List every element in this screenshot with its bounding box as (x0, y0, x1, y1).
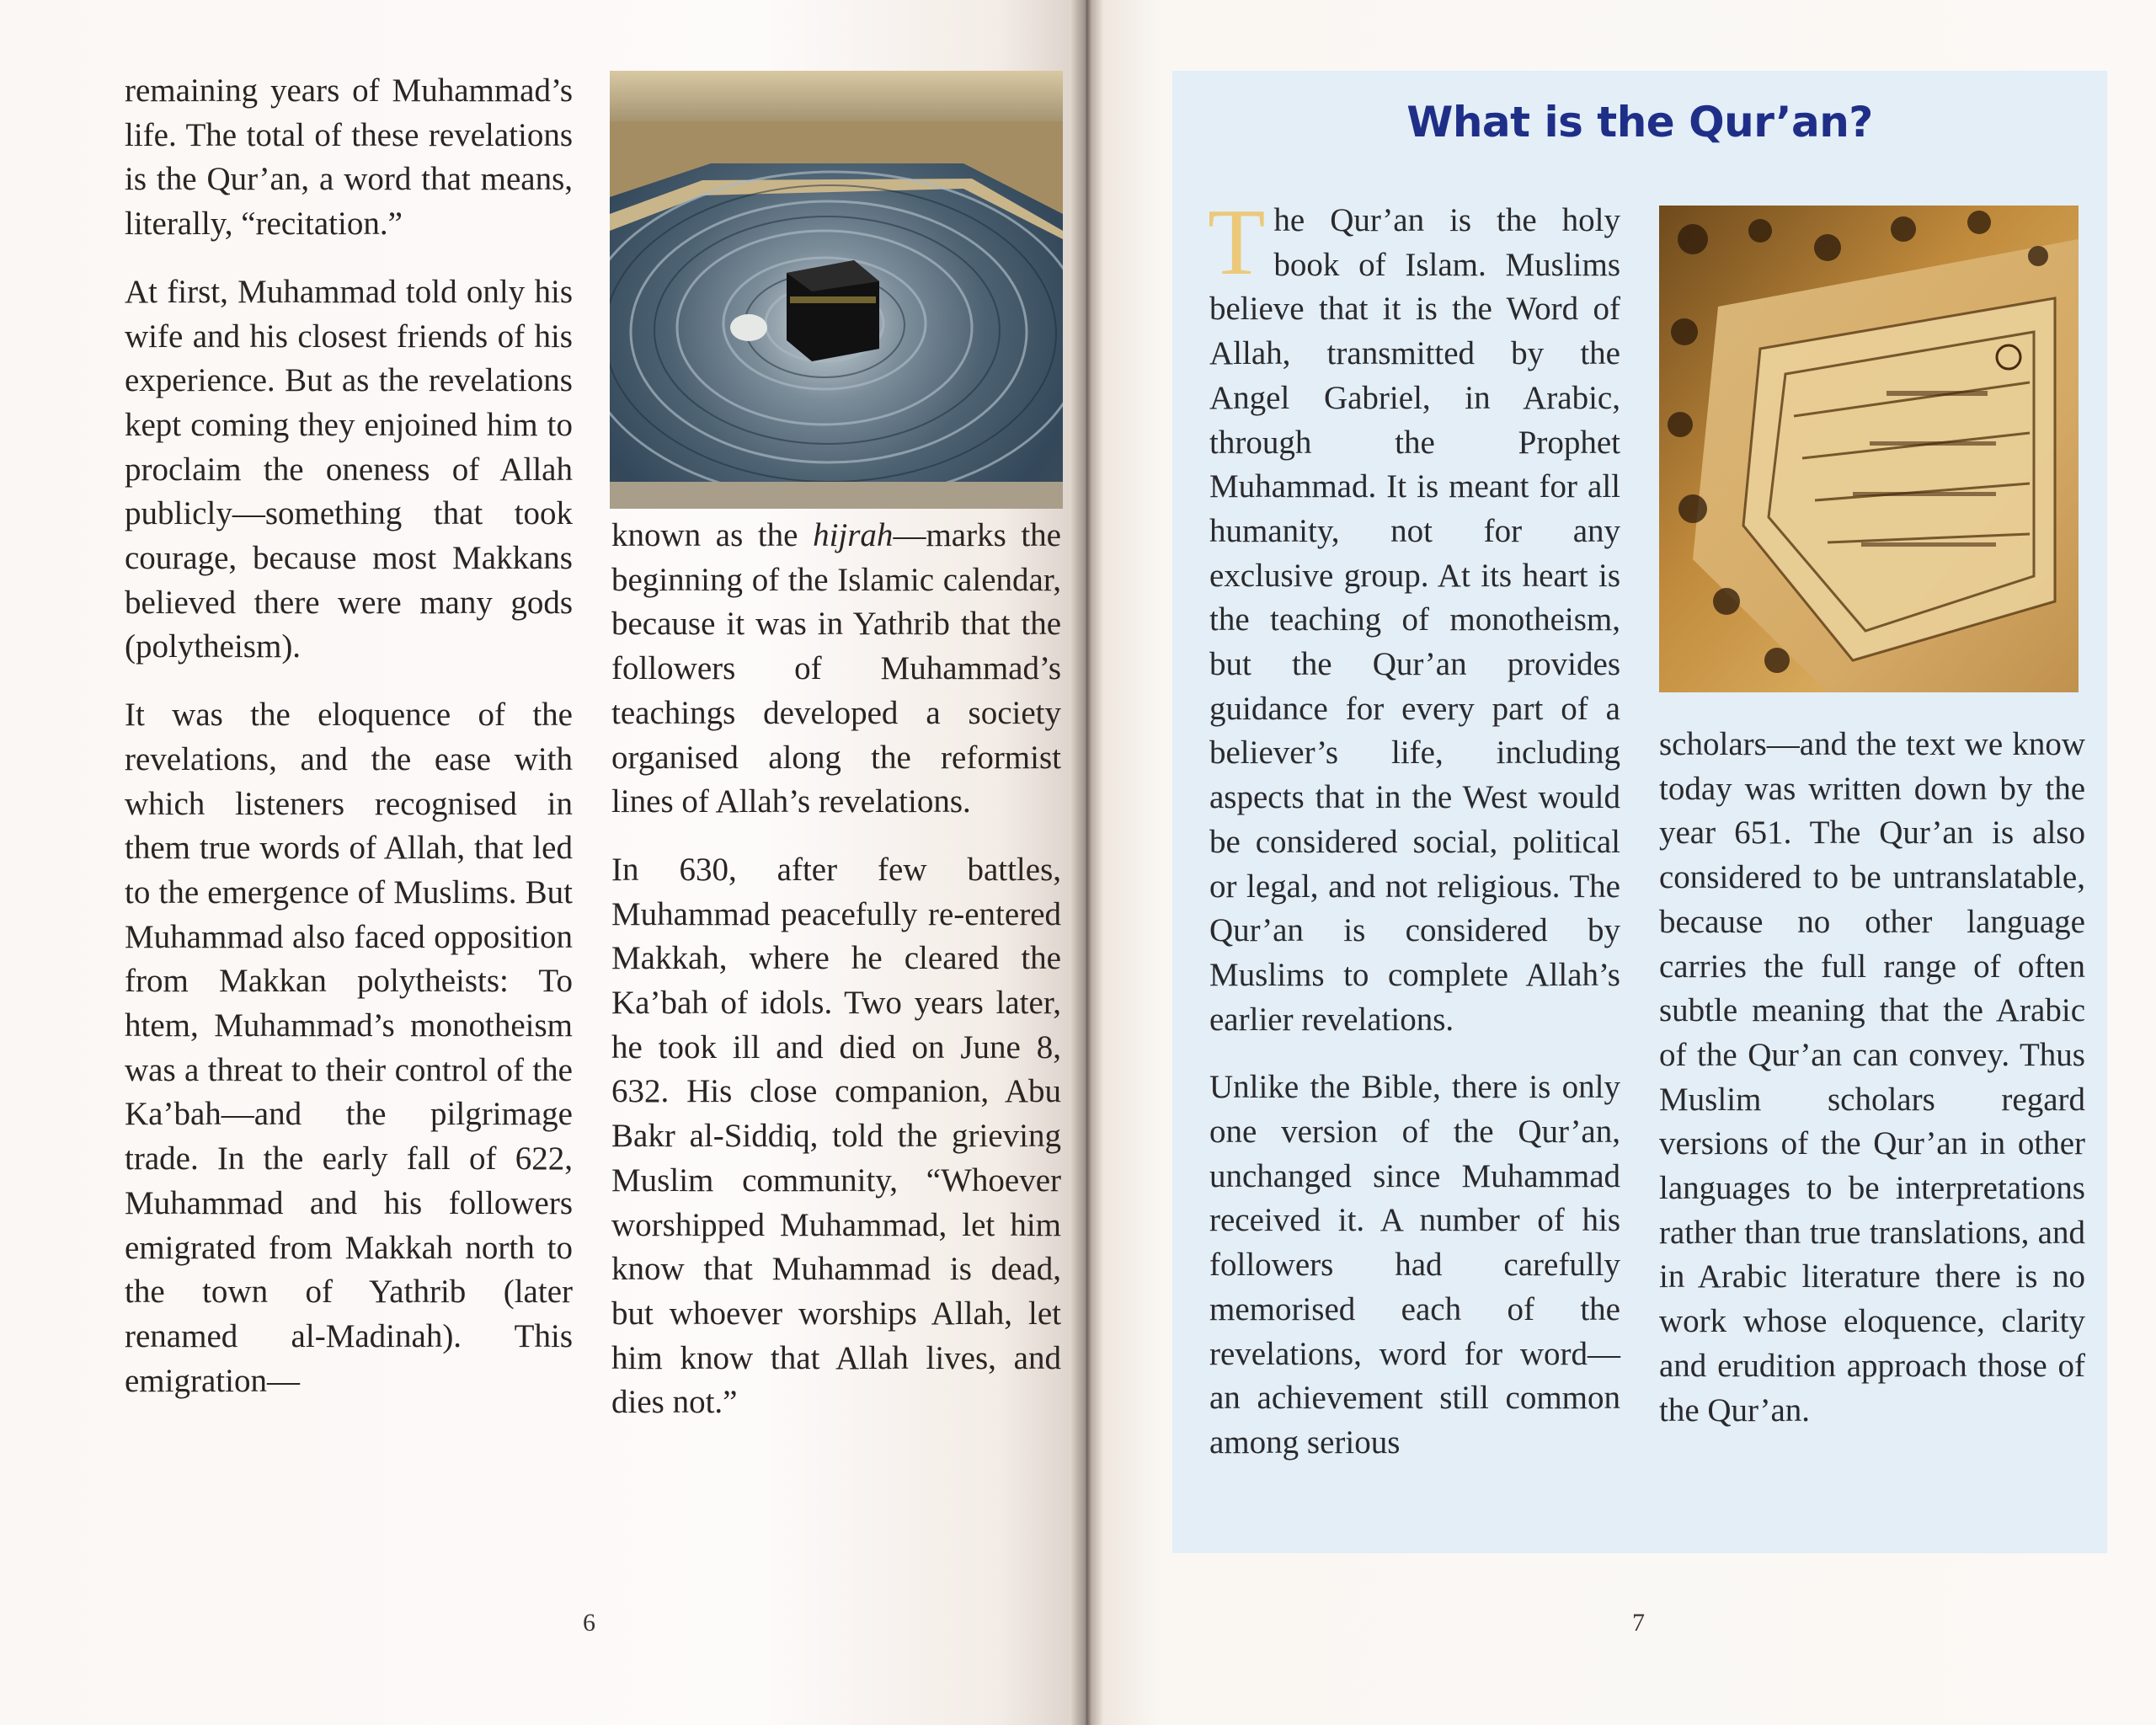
paragraph: remaining years of Muhammad’s life. The total of these revelations is the Qur’an, a word that means, literally, “recitation.” (125, 72, 573, 243)
paragraph: The Qur’an is the holy book of Islam. Muslims believe that it is the Word of Allah, transmitted by the Angel Gabriel, in Arabic, through the Prophet Muhammad. It is meant for all humanity, not for any exclusive group. At its heart is the teaching of monotheism, but the Qur’an provides guidance for every part of a believer’s life, including aspects that in the West would be considered social, political or legal, and not religious. The Qur’an is considered by Muslims to complete Allah’s earlier revelations. (1208, 190, 1620, 1038)
left-column-1 (125, 69, 573, 1427)
quran-manuscript-photo (1659, 206, 2079, 692)
book-gutter (1070, 0, 1103, 1725)
drop-cap: T (1208, 190, 1266, 295)
page-number-left: 6 (583, 1609, 595, 1637)
paragraph: Unlike the Bible, there is only one version of the Qur’an, unchanged since Muhammad received it. A number of his followers had carefully memorised each of the revelations, word for word—an achievement still common among serious (1209, 1069, 1620, 1461)
right-column-1 (1208, 190, 1620, 1489)
paragraph: At first, Muhammad told only his wife and his closest friends of his experience. But as the revelations kept coming they enjoined him to proclaim the oneness of Allah publicly—something that took courage, because most Makkans believed there were many gods (polytheism). (125, 273, 573, 665)
left-column-2 (611, 514, 1061, 1449)
page-number-right: 7 (1632, 1609, 1645, 1637)
paragraph: It was the eloquence of the revelations, and the ease with which listeners recognised in them true words of Allah, that led to the emergence of Muslims. But Muhammad also faced opposition from Makkan polytheists: To htem, Muhammad’s monotheism was a threat to their control of the Ka’bah—and the pilgrimage trade. In the early fall of 622, Muhammad and his followers emigrated from Makkah north to the town of Yathrib (later renamed al-Madinah). This emigration— (125, 697, 573, 1399)
right-column-2 (1659, 723, 2085, 1456)
hijrah-term: hijrah (813, 517, 894, 553)
paragraph: In 630, after few battles, Muhammad peacefully re-entered Makkah, where he cleared the Ka’bah of idols. Two years later, he took ill and died on June 8, 632. His close companion, Abu Bakr al-Siddiq, told the grieving Muslim community, “Whoever worshipped Muhammad, let him know that Muhammad is dead, but whoever worships Allah, let him know that Allah lives, and dies not.” (611, 851, 1061, 1421)
kaaba-photo (610, 71, 1063, 509)
paragraph: scholars—and the text we know today was written down by the year 651. The Qur’an is also considered to be untranslatable, because no other language carries the full range of often subtle meaning that the Arabic of the Qur’an can convey. Thus Muslim scholars regard versions of the Qur’an in other languages to be interpretations rather than true translations, and in Arabic literature there is no work whose eloquence, clarity and erudition approach those of the Qur’an. (1659, 726, 2085, 1429)
paragraph: known as the hijrah—marks the beginning of the Islamic calendar, because it was in Yathrib that the followers of Muhammad’s teachings developed a society organised along the reformist lines of Allah’s revelations. (611, 517, 1061, 820)
section-title: What is the Qur’an? (1406, 98, 1873, 147)
